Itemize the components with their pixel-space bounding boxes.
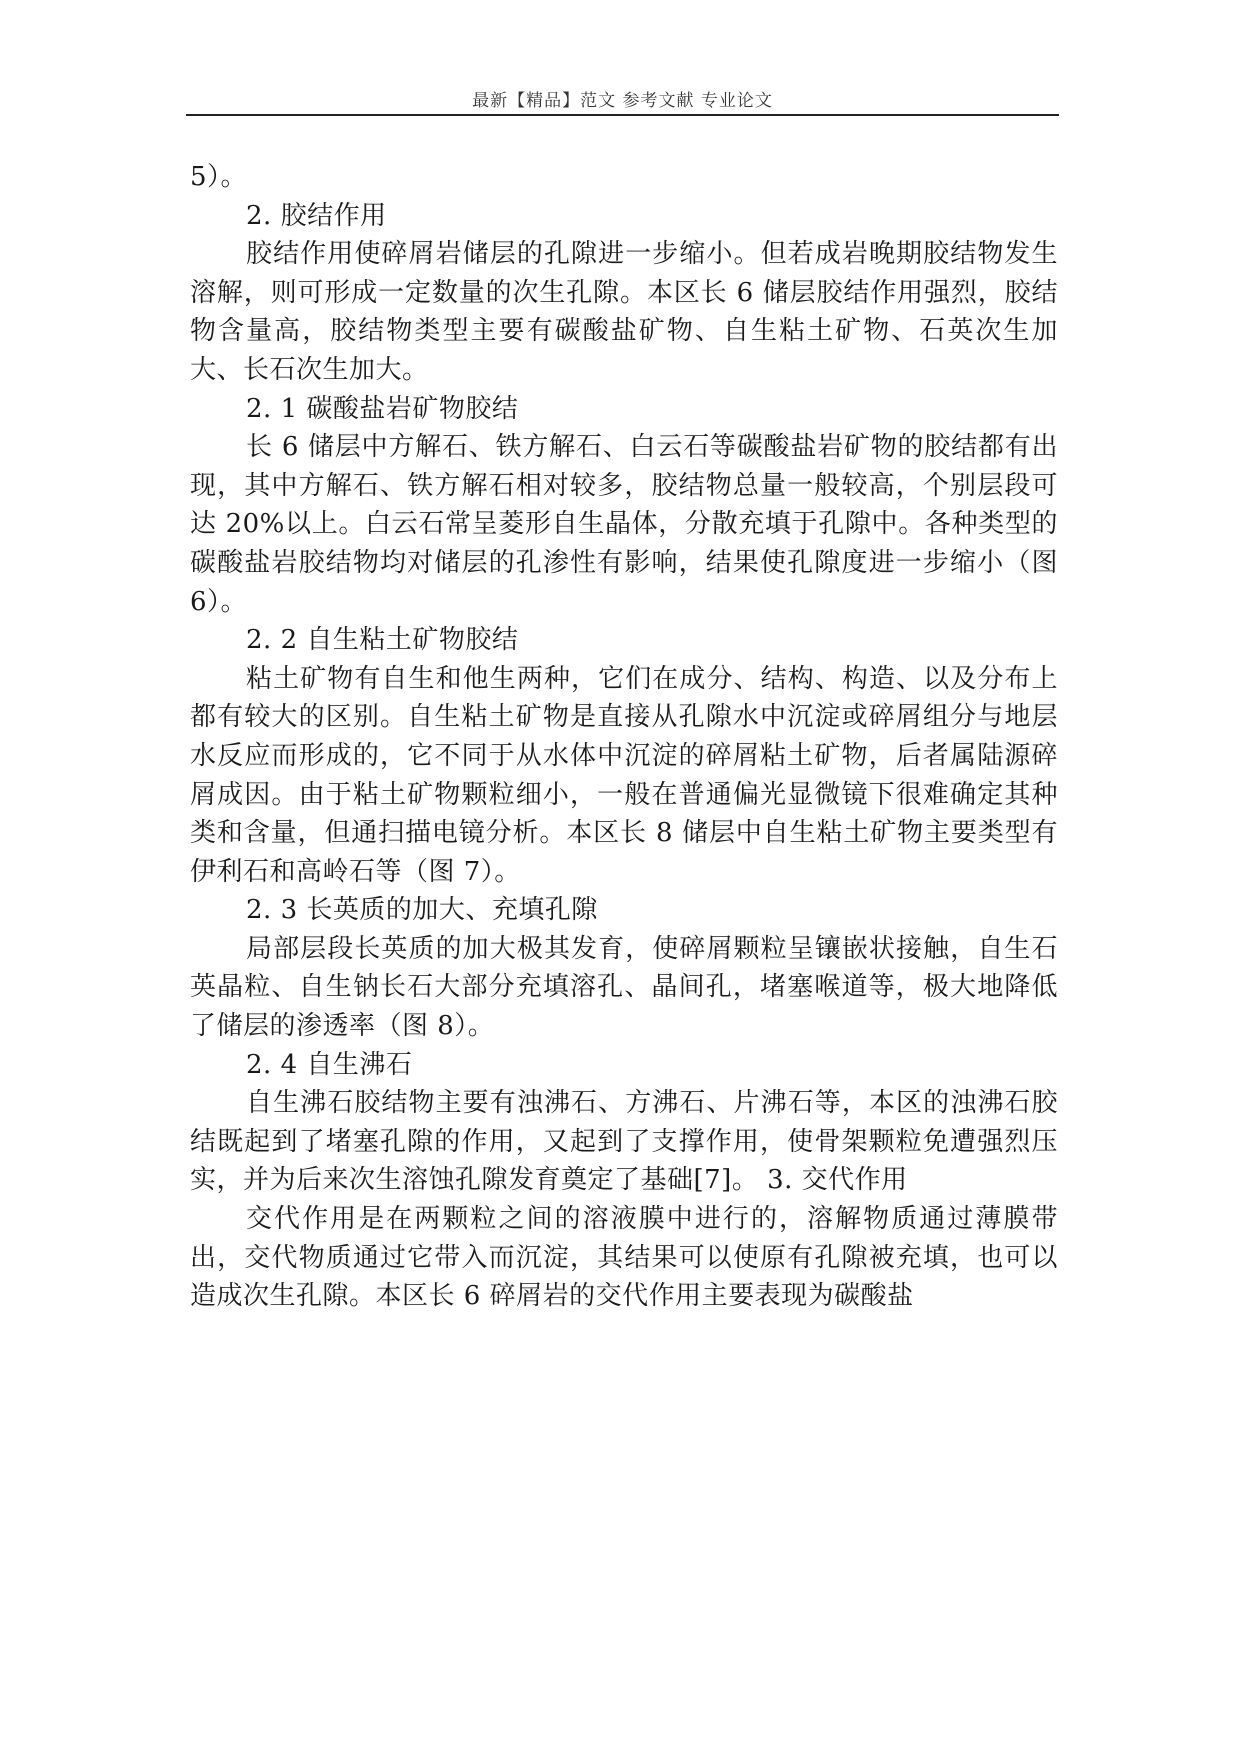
subsection-heading: 2. 4 自生沸石 <box>246 1049 413 1080</box>
paragraph-continuation: 5）。 <box>190 162 248 192</box>
paragraph: 粘土矿物有自生和他生两种，它们在成分、结构、构造、以及分布上都有较大的区别。自生粘土矿物是直接从孔隙水中沉淀或碎屑组分与地层水反应而形成的，它不同于从水体中沉淀的碎屑粘土矿物，后者属陆源碎屑成因。由于粘土矿物颗粒细小，一般在普通偏光显微镜下很难确定其种类和含量，但通扫描电镜分析。本区长 8 储层中自生粘土矿物主要类型有伊利石和高岭石等（图 7）。 <box>190 663 1058 887</box>
subsection-heading: 2. 3 长英质的加大、充填孔隙 <box>246 895 598 926</box>
subsection-heading: 2. 1 碳酸盐岩矿物胶结 <box>246 393 519 424</box>
paragraph: 长 6 储层中方解石、铁方解石、白云石等碳酸盐岩矿物的胶结都有出现，其中方解石、铁方解石相对较多，胶结物总量一般较高，个别层段可达 20%以上。白云石常呈菱形自生晶体，分散充填于孔隙中。各种类型的碳酸盐岩胶结物均对储层的孔渗性有影响，结果使孔隙度进一步缩小（图 6）。 <box>190 432 1058 617</box>
section-heading: 2. 胶结作用 <box>246 200 387 231</box>
paragraph: 交代作用是在两颗粒之间的溶液膜中进行的，溶解物质通过薄膜带出，交代物质通过它带入而沉淀，其结果可以使原有孔隙被充填，也可以造成次生孔隙。本区长 6 碎屑岩的交代作用主要表现为碳酸盐 <box>190 1204 1058 1312</box>
paragraph: 胶结作用使碎屑岩储层的孔隙进一步缩小。但若成岩晚期胶结物发生溶解，则可形成一定数量的次生孔隙。本区长 6 储层胶结作用强烈，胶结物含量高，胶结物类型主要有碳酸盐矿物、自生粘土矿物、石英次生加大、长石次生加大。 <box>190 239 1058 385</box>
document-body <box>190 158 1058 1316</box>
paragraph: 局部层段长英质的加大极其发育，使碎屑颗粒呈镶嵌状接触，自生石英晶粒、自生钠长石大部分充填溶孔、晶间孔，堵塞喉道等，极大地降低了储层的渗透率（图 8）。 <box>190 933 1058 1042</box>
page-header: 最新【精品】范文 参考文献 专业论文 <box>472 91 773 111</box>
subsection-heading: 2. 2 自生粘土矿物胶结 <box>246 625 519 656</box>
header-rule <box>186 114 1059 116</box>
paragraph: 自生沸石胶结物主要有浊沸石、方沸石、片沸石等，本区的浊沸石胶结既起到了堵塞孔隙的作用，又起到了支撑作用，使骨架颗粒免遭强烈压实，并为后来次生溶蚀孔隙发育奠定了基础[7]。 3. 交代作用 <box>190 1088 1058 1196</box>
